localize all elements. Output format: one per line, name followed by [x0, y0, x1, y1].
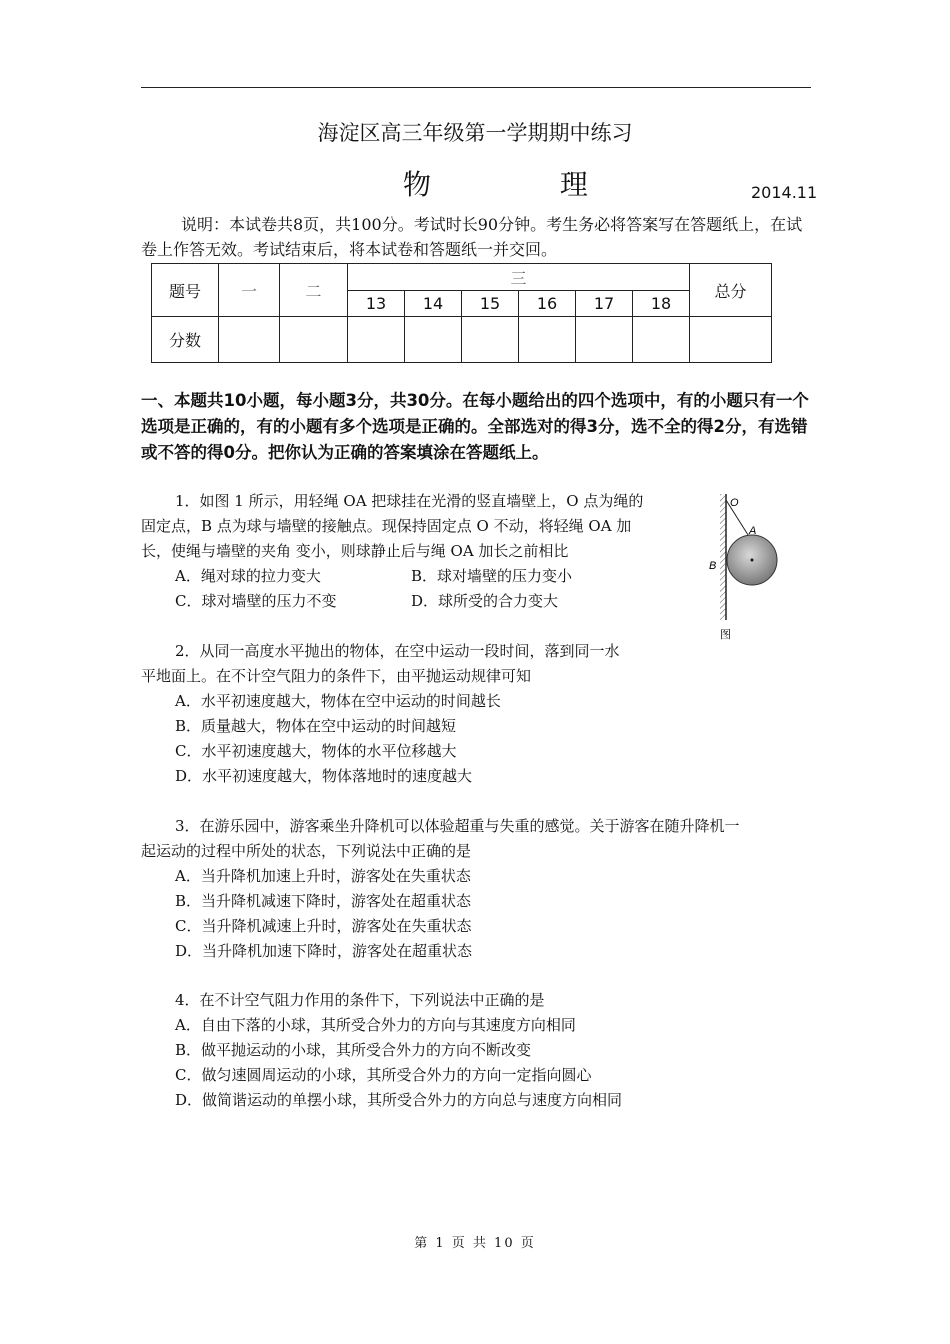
q3-option-d: D．当升降机加速下降时，游客处在超重状态 [175, 942, 473, 960]
question-1 [141, 489, 686, 614]
score-cell [405, 317, 462, 363]
q4-option-d: D．做简谐运动的单摆小球，其所受合外力的方向总与速度方向相同 [175, 1091, 623, 1109]
score-cell [348, 317, 405, 363]
score-cell [576, 317, 633, 363]
score-cell [633, 317, 690, 363]
ball-center [751, 559, 754, 562]
score-cell [280, 317, 348, 363]
q3-stem-line: 起运动的过程中所处的状态，下列说法中正确的是 [141, 842, 472, 860]
q1-option-d: D．球所受的合力变大 [411, 592, 559, 610]
q1-option-b: B．球对墙壁的压力变小 [411, 567, 573, 585]
col-q13: 13 [348, 291, 405, 317]
q2-option-c: C．水平初速度越大，物体的水平位移越大 [175, 742, 457, 760]
page-footer: 第 1 页 共 10 页 [414, 1236, 536, 1251]
score-cell [462, 317, 519, 363]
q3-option-b: B．当升降机减速下降时，游客处在超重状态 [175, 892, 472, 910]
q2-option-d: D．水平初速度越大，物体落地时的速度越大 [175, 767, 473, 785]
q1-option-c: C．球对墙壁的压力不变 [175, 592, 337, 610]
wall-hatch [720, 494, 726, 620]
question-4 [141, 988, 811, 1113]
col-q14: 14 [405, 291, 462, 317]
col-q17: 17 [576, 291, 633, 317]
q2-stem-line: 2．从同一高度水平抛出的物体，在空中运动一段时间，落到同一水 [175, 642, 620, 660]
q1-options-row [141, 589, 686, 614]
q1-option-a: A．绳对球的拉力变大 [175, 567, 321, 585]
subject-title: 物 理 [403, 168, 648, 201]
col-part-one: 一 [219, 264, 280, 317]
q1-stem-line: 长，使绳与墙壁的夹角 变小，则球静止后与绳 OA 加长之前相比 [141, 542, 569, 560]
wall-ball-diagram [708, 490, 790, 640]
q4-stem-line: 4．在不计空气阻力作用的条件下，下列说法中正确的是 [175, 991, 545, 1009]
row-label-question-no: 题号 [152, 264, 219, 317]
figure-1 [708, 490, 790, 640]
score-cell [219, 317, 280, 363]
col-q16: 16 [519, 291, 576, 317]
q2-option-a: A．水平初速度越大，物体在空中运动的时间越长 [175, 692, 501, 710]
question-3 [141, 814, 811, 964]
q1-options-row [141, 564, 686, 589]
label-o: O [730, 497, 739, 509]
top-rule [141, 87, 811, 88]
section-one-heading: 一、本题共10小题，每小题3分，共30分。在每小题给出的四个选项中，有的小题只有一个选项是正确的，有的小题有多个选项是正确的。全部选对的得3分，选不全的得2分，有选错或不答的得0分。把你认为正确的答案填涂在答题纸上。 [141, 391, 809, 462]
q2-option-b: B．质量越大，物体在空中运动的时间越短 [175, 717, 457, 735]
col-part-two: 二 [280, 264, 348, 317]
label-a: A [749, 525, 757, 537]
q3-option-c: C．当升降机减速上升时，游客处在失重状态 [175, 917, 472, 935]
col-q15: 15 [462, 291, 519, 317]
exam-date: 2014.11 [751, 183, 818, 202]
score-table [151, 263, 772, 363]
figure-caption: 图 [720, 628, 731, 640]
label-b: B [709, 560, 717, 572]
instructions: 说明：本试卷共8页，共100分。考试时长90分钟。考生务必将答案写在答题纸上，在试卷上作答无效。考试结束后，将本试卷和答题纸一并交回。 [141, 215, 803, 259]
col-q18: 18 [633, 291, 690, 317]
q1-stem-line: 固定点，B 点为球与墙壁的接触点。现保持固定点 O 不动，将轻绳 OA 加 [141, 517, 632, 535]
q4-option-b: B．做平抛运动的小球，其所受合外力的方向不断改变 [175, 1041, 532, 1059]
col-total: 总分 [690, 264, 772, 317]
q3-stem-line: 3．在游乐园中，游客乘坐升降机可以体验超重与失重的感觉。关于游客在随升降机一 [175, 817, 740, 835]
question-2 [141, 639, 701, 789]
q2-stem-line: 平地面上。在不计空气阻力的条件下，由平抛运动规律可知 [141, 667, 532, 685]
q4-option-c: C．做匀速圆周运动的小球，其所受合外力的方向一定指向圆心 [175, 1066, 592, 1084]
row-label-score: 分数 [152, 317, 219, 363]
score-cell [519, 317, 576, 363]
exam-title: 海淀区高三年级第一学期期中练习 [317, 121, 633, 145]
q1-stem-line: 1．如图 1 所示，用轻绳 OA 把球挂在光滑的竖直墙壁上，O 点为绳的 [175, 492, 644, 510]
q4-option-a: A．自由下落的小球，其所受合外力的方向与其速度方向相同 [175, 1016, 576, 1034]
col-part-three: 三 [348, 264, 690, 291]
score-cell [690, 317, 772, 363]
q3-option-a: A．当升降机加速上升时，游客处在失重状态 [175, 867, 471, 885]
